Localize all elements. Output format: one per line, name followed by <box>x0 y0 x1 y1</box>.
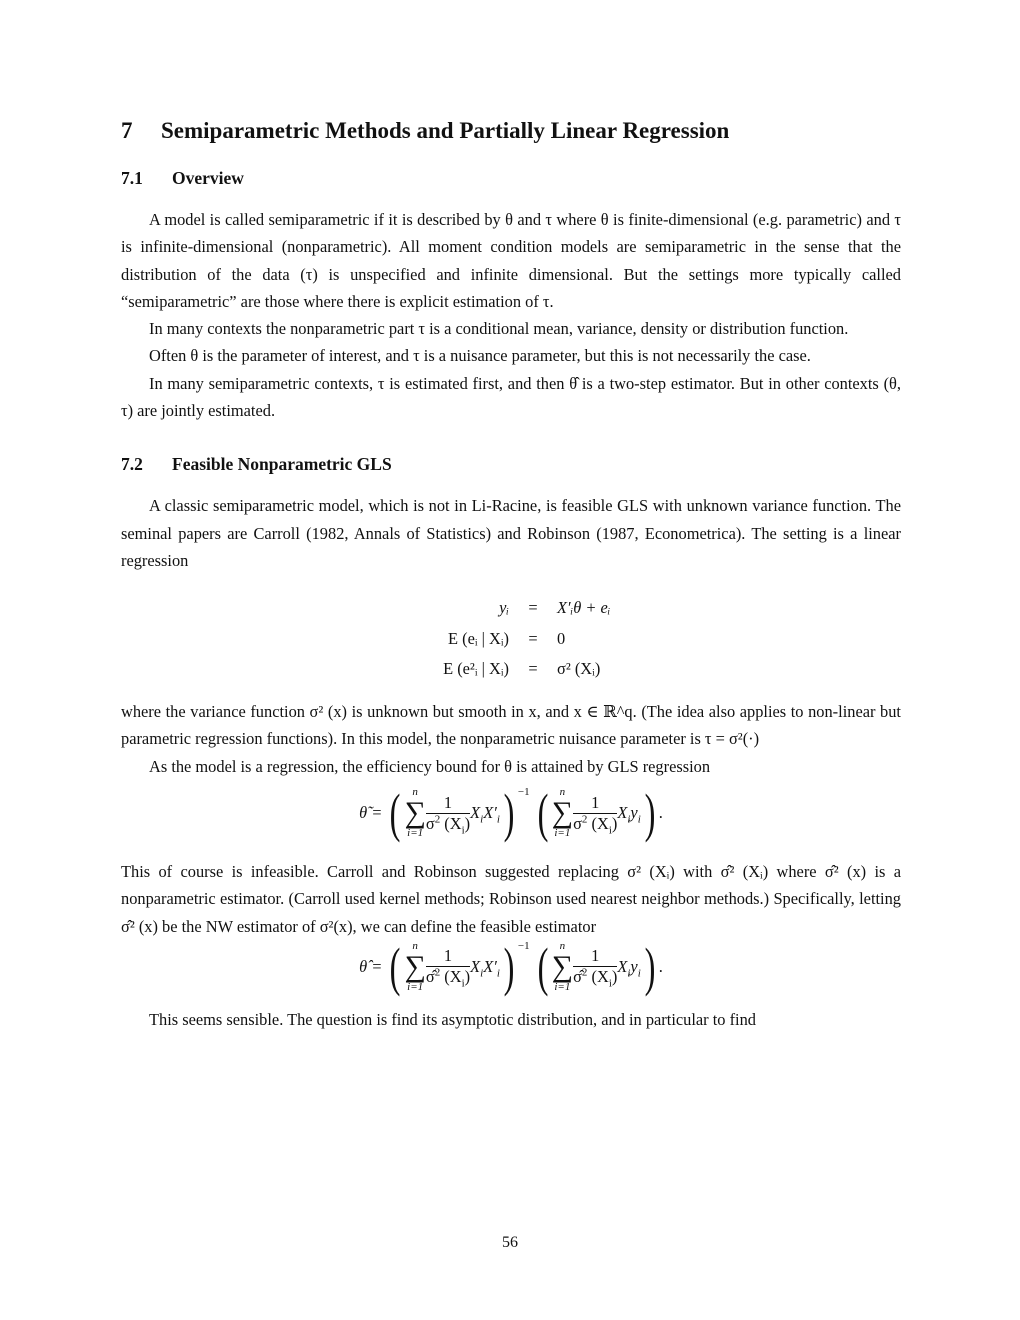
fgls-lhs: θ̂ = <box>359 956 383 976</box>
fgls-equation: θ̂ = ( n ∑ i=1 $\frac{1}{\sigmâ^2 (X_i)}$ $X_iX'_i$) $^{-1}$ ( n ∑ i=1 $\frac{1}{\sigmâ^2 (X_i)}$ $X_iy_i$) . <box>359 936 663 997</box>
equation-array <box>121 594 901 682</box>
paragraph: where the variance function σ² (x) is unknown but smooth in x, and x ∈ ℝ^q. (The idea also applies to non-linear but parametric regression functions). In this model, the nonparametric nuisance parameter is τ = σ²(·) <box>121 702 901 749</box>
section-number: 7 <box>121 118 133 143</box>
page-body <box>121 112 901 1033</box>
subsection-heading-overview <box>121 164 901 192</box>
subsection-number: 7.1 <box>121 168 143 188</box>
paragraph: A classic semiparametric model, which is not in Li-Racine, is feasible GLS with unknown variance function. The seminal papers are Carroll (1982, Annals of Statistics) and Robinson (1987, Econometrica). The setting is a linear regression <box>121 496 901 570</box>
paragraph: A model is called semiparametric if it is described by θ and τ where θ is finite-dimensional (e.g. parametric) and τ is infinite-dimensional (nonparametric). All moment condition models are semiparametric in the sense that the distribution of the data (τ) is unspecified and infinite dimensional. But the settings more typically called “semiparametric” are those where there is explicit estimation of τ. <box>121 210 901 311</box>
subsection-number: 7.2 <box>121 454 143 475</box>
eq-rel: = <box>528 598 538 618</box>
eq-rhs: σ² (Xᵢ) <box>557 658 601 678</box>
eq-rel: = <box>528 628 538 648</box>
paragraph: This of course is infeasible. Carroll and Robinson suggested replacing σ² (Xᵢ) with σ̂² (Xᵢ) where σ̂² (x) is a nonparametric estimator. (Carroll used kernel methods; Robinson used nearest neighbor methods.) Specifically, letting σ̂² (x) be the NW estimator of σ²(x), we can define the feasible estimator <box>121 862 901 936</box>
gls-lhs: θ̃ = <box>359 803 383 823</box>
paragraph: In many semiparametric contexts, τ is estimated first, and then θ̂ is a two-step estimator. But in other contexts (θ, τ) are jointly estimated. <box>121 373 901 421</box>
subsection-heading-gls <box>121 450 901 478</box>
eq-rel: = <box>528 658 538 678</box>
section-heading <box>121 112 901 150</box>
eq-rhs: 0 <box>557 628 566 648</box>
subsection-title: Overview <box>172 168 244 188</box>
paragraph: Often θ is the parameter of interest, and τ is a nuisance parameter, but this is not necessarily the case. <box>149 346 811 366</box>
eq-lhs: yᵢ <box>499 598 509 618</box>
subsection-title: Feasible Nonparametric GLS <box>172 454 392 475</box>
eq-rhs: X′ᵢθ + eᵢ <box>557 598 611 618</box>
paragraph: In many contexts the nonparametric part τ is a conditional mean, variance, density or distribution function. <box>149 319 849 339</box>
eq-lhs: E (eᵢ | Xᵢ) <box>448 628 509 648</box>
page-number: 56 <box>502 1234 518 1251</box>
paragraph: This seems sensible. The question is find its asymptotic distribution, and in particular to find <box>149 1009 756 1029</box>
eq-lhs: E (e²ᵢ | Xᵢ) <box>443 658 509 678</box>
section-title: Semiparametric Methods and Partially Linear Regression <box>161 118 730 143</box>
paragraph: As the model is a regression, the efficiency bound for θ is attained by GLS regression <box>149 756 711 776</box>
gls-equation: θ̃ = ( n ∑ i=1 $\frac{1}{\sigma^2 (X_i)}$ $X_iX'_i$) $^{-1}$ ( n ∑ i=1 $\frac{1}{\sigma^2 (X_i)}$ $X_iy_i$) . <box>359 783 663 844</box>
